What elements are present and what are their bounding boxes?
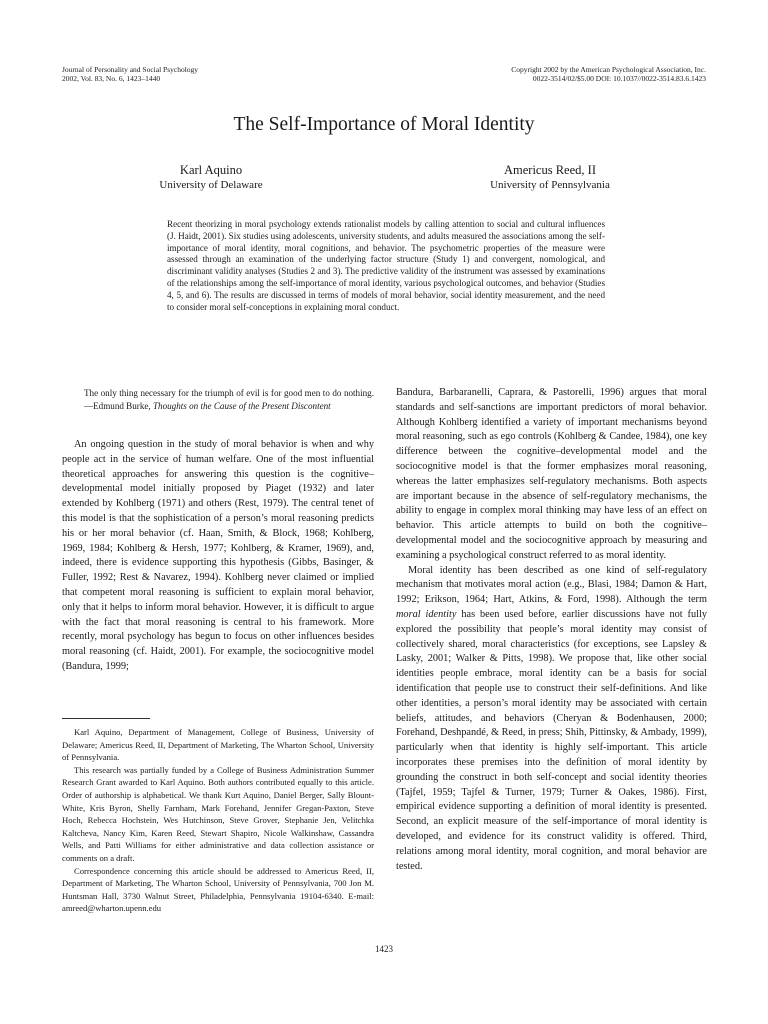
body-paragraph: Moral identity has been described as one kind of self-regulatory mechanism that motivates moral action (e.g., Blasi, 1984; Damon & Hart, 1992; Erikson, 1964; Hart, Atkins, & Ford, 1998). Although the term moral identity has been used before, earlier discussions have not fully explored the possibility that people’s moral identity may consist of collectively shared, moral characteristics (for exceptions, see Lapsley & Lasky, 2001; Walker & Pitts, 1998). We propose that, like other social identities people embrace, moral identity can be a basis for social identification that people use to construct their self-definitions. And like other identities, a person’s moral identity may be associated with certain beliefs, attitudes, and behaviors (Cheryan & Bodenhausen, 2000; Forehand, Deshpandé, & Reed, in press; Shih, Pittinsky, & Ambady, 1999), particularly when that identity is highly self-important. This article incorporates these premises into the definition of moral identity by grounding the construct in both self-concept and social identity theories (Tajfel, 1959; Tajfel & Turner, 1979; Turner & Oakes, 1986). First, empirical evidence supporting a definition of moral identity is presented. Second, an explicit measure of the self-importance of moral identity is developed, and evidence for its construct validity is offered. Third, relations among moral identity, moral cognition, and moral behavior are tested. <box>396 564 707 872</box>
author-affiliation: University of Pennsylvania <box>490 179 610 191</box>
doi-line: 0022-3514/02/$5.00 DOI: 10.1037//0022-3514.83.6.1423 <box>532 73 706 83</box>
epigraph-source: Thoughts on the Cause of the Present Discontent <box>152 401 331 411</box>
author-name: Karl Aquino <box>179 163 243 177</box>
right-column <box>396 386 707 874</box>
journal-citation <box>62 66 198 83</box>
italic-term: moral identity <box>396 608 457 620</box>
footnote-divider <box>62 718 150 719</box>
epigraph-attribution: —Edmund Burke, <box>84 401 153 411</box>
author-block-2 <box>462 162 638 192</box>
footnotes <box>62 726 374 915</box>
correspondence-note: Correspondence concerning this article should be addressed to Americus Reed, II, Department of Marketing, The Wharton School, University of Pennsylvania, 700 Jon M. Huntsman Hall, 3730 Walnut Street, Philadelphia, Pennsylvania 19104-6340. E-mail: amreed@wharton.upenn.edu <box>62 865 374 914</box>
article-title: The Self-Importance of Moral Identity <box>233 114 535 135</box>
body-paragraph: Bandura, Barbaranelli, Caprara, & Pastorelli, 1996) argues that moral standards and self-sanctions are important predictors of moral behavior. Although Kohlberg identified a variety of important mechanisms beyond moral reasoning, such as ego controls (Kohlberg & Candee, 1984), one key difference between the cognitive–developmental model and the sociocognitive model is that the former emphasizes moral reasoning, whereas the latter emphasizes self-regulatory mechanisms. Both aspects are important because in the absence of self-regulatory mechanisms, the ability to engage in complex moral thinking may have less of an effect on behavior. This article attempts to build on both the cognitive–developmental model and the sociocognitive approach by measuring and examining a psychological construct referred to as moral identity. <box>396 387 707 561</box>
abstract: Recent theorizing in moral psychology extends rationalist models by calling attention to social and cultural influences (J. Haidt, 2001). Six studies using adolescents, university students, and adults measured the associations among the self-importance of moral identity, moral cognitions, and behavior. The psychometric properties of the measure were assessed through an examination of the underlying factor structure (Study 1) and convergent, nomological, and discriminant validity analyses (Studies 2 and 3). The predictive validity of the instrument was assessed by examinations of the relationships among the self-importance of moral identity, various psychological outcomes, and behavior (Studies 4, 5, and 6). The results are discussed in terms of models of moral behavior, social identity measurement, and the need to consider moral self-conceptions in explaining moral conduct. <box>167 219 605 312</box>
copyright-notice <box>511 66 706 83</box>
author-name: Americus Reed, II <box>504 163 596 177</box>
body-paragraph: An ongoing question in the study of moral behavior is when and why people act in the service of human welfare. One of the most influential theoretical approaches for answering this question is the cognitive–developmental model initially proposed by Piaget (1932) and later extended by Kohlberg (1971) and others (Rest, 1979). The central tenet of this model is that the sophistication of a person’s moral reasoning predicts his or her moral behavior (cf. Haan, Smith, & Block, 1968; Kohlberg, 1969, 1984; Kohlberg & Hersh, 1977; Kohlberg, & Kramer, 1969), and, indeed, there is evidence supporting this hypothesis (Gibbs, Basinger, & Fuller, 1992; Rest & Navarez, 1994). Kohlberg never claimed or implied that competent moral reasoning is sufficient to explain moral behavior, only that it helps to inform moral behavior. However, it is difficult to argue with the fact that moral reasoning is central to his framework. More recently, moral psychology has begun to focus on other influences besides moral reasoning (cf. Haidt, 2001). For example, the sociocognitive model (Bandura, 1999; <box>62 439 374 672</box>
journal-name: Journal of Personality and Social Psychology <box>62 65 199 74</box>
epigraph <box>84 387 374 413</box>
page-number: 1423 <box>375 944 393 954</box>
author-affiliation: University of Delaware <box>159 179 263 191</box>
epigraph-quote: The only thing necessary for the triumph of evil is for good men to do nothing. <box>84 388 374 398</box>
left-column <box>62 438 374 675</box>
copyright-line: Copyright 2002 by the American Psychological Association, Inc. <box>511 65 706 74</box>
journal-volume: 2002, Vol. 83, No. 6, 1423–1440 <box>62 73 161 83</box>
author-note: Karl Aquino, Department of Management, College of Business, University of Delaware; Americus Reed, II, Department of Marketing, The Wharton School, University of Pennsylvania. <box>62 727 374 763</box>
funding-note: This research was partially funded by a College of Business Administration Summer Research Grant awarded to Karl Aquino. Both authors contributed equally to this article. Order of authorship is alphabetical. We thank Kurt Aquino, Daniel Berger, Sally Blount-White, Kris Byron, Shelly Farnham, Mark Forehand, Jennifer Gregan-Paxton, Steve Hoch, Rebecca Hochstein, Wes Hutchinson, Steve Grover, Stephanie Jen, Velitchka Kaltcheva, Nancy Kim, Karen Reed, Stewart Shapiro, Nicole Walkinshaw, Cassandra Wells, and Patti Williams for either administrative and data collection assistance or comments on a draft. <box>62 764 374 863</box>
author-block-1 <box>126 162 296 192</box>
